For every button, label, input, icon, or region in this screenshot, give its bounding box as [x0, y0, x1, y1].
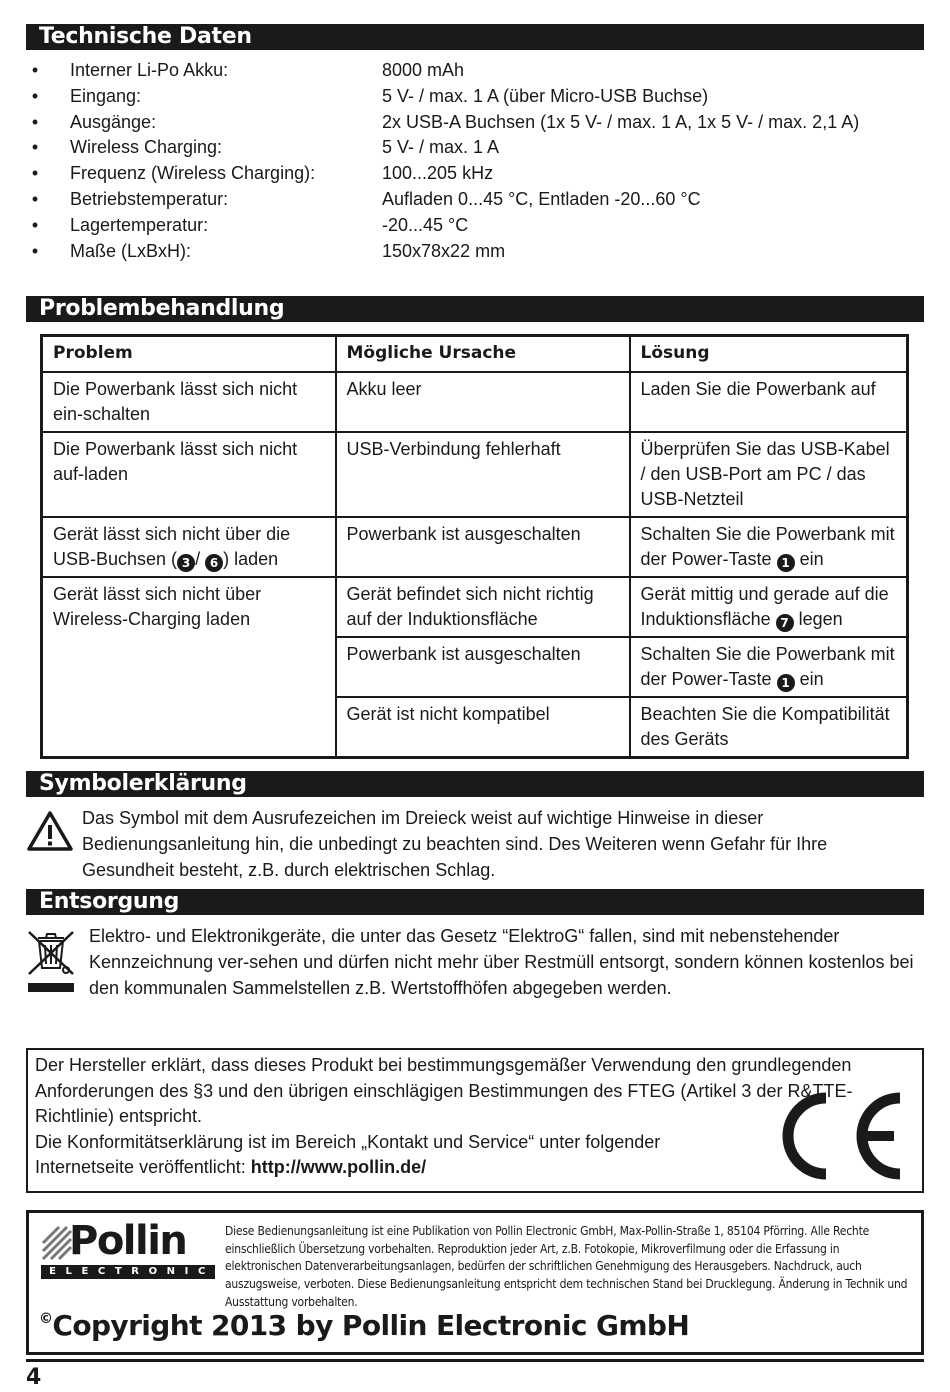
- copyright-symbol: ©: [39, 1311, 53, 1327]
- spec-value: 150x78x22 mm: [382, 240, 506, 261]
- number-badge-6-icon: 6: [205, 554, 223, 572]
- spec-value: 5 V- / max. 1 A: [382, 137, 500, 158]
- copyright-text: Copyright 2013 by Pollin Electronic GmbH: [52, 1309, 690, 1342]
- troubleshooting-table: [40, 334, 909, 759]
- cause-cell: Powerbank ist ausgeschalten: [336, 637, 630, 697]
- spec-value: Aufladen 0...45 °C, Entladen -20...60 °C: [382, 188, 701, 209]
- column-header-problem: Problem: [42, 336, 336, 373]
- number-badge-1-icon: 1: [777, 554, 795, 572]
- problem-cell: Die Powerbank lässt sich nicht auf-laden: [42, 432, 336, 517]
- solution-cell: Überprüfen Sie das USB-Kabel / den USB-Port am PC / das USB-Netzteil: [630, 432, 908, 517]
- problem-text: /: [195, 549, 206, 569]
- problem-cell: Die Powerbank lässt sich nicht ein-schalten: [42, 372, 336, 432]
- cause-cell: Gerät ist nicht kompatibel: [336, 697, 630, 758]
- ce-mark-icon: [766, 1088, 904, 1184]
- column-header-solution: Lösung: [630, 336, 908, 373]
- table-row: [42, 517, 908, 577]
- copyright-notice: [39, 1309, 689, 1342]
- spec-row: [26, 187, 924, 213]
- conformity-declaration-text: Die Konformitätserklärung ist im Bereich „Kontakt und Service“ unter folgender Internetseite veröffentlicht:: [35, 1131, 661, 1177]
- table-row: [42, 372, 908, 432]
- table-row: [42, 577, 908, 637]
- solution-text: legen: [793, 609, 843, 629]
- pollin-website-link[interactable]: http://www.pollin.de/: [250, 1157, 427, 1177]
- section-header-entsorgung: Entsorgung: [26, 889, 924, 915]
- number-badge-3-icon: 3: [177, 554, 195, 572]
- section-header-problembehandlung: Problembehandlung: [26, 296, 924, 322]
- spec-row: [26, 110, 924, 136]
- publisher-footer-box: [26, 1210, 924, 1355]
- bullet-icon: •: [31, 137, 39, 158]
- bullet-icon: •: [31, 85, 39, 106]
- cause-cell: Akku leer: [336, 372, 630, 432]
- table-row: [42, 432, 908, 517]
- pollin-logo: [41, 1218, 215, 1283]
- conformity-box: [26, 1048, 924, 1193]
- conformity-statement: Der Hersteller erklärt, dass dieses Produkt bei bestimmungsgemäßer Verwendung den grundlegenden Anforderungen des §3 und den übrigen einschlägigen Bestimmungen des FTEG (Artikel 3 der R&TTE-Richtlinie) entspricht.: [35, 1055, 853, 1126]
- spec-value: 8000 mAh: [382, 60, 465, 80]
- spec-label: Interner Li-Po Akku:: [70, 60, 229, 80]
- column-header-cause: Mögliche Ursache: [336, 336, 630, 373]
- spec-value: -20...45 °C: [382, 214, 469, 235]
- solution-text: Schalten Sie die Powerbank mit der Power-Taste: [640, 644, 895, 689]
- table-header-row: [42, 336, 908, 373]
- spec-value: 5 V- / max. 1 A (über Micro-USB Buchse): [382, 85, 709, 106]
- bullet-icon: •: [31, 60, 39, 80]
- bullet-icon: •: [31, 214, 39, 235]
- spec-row: [26, 84, 924, 110]
- problem-text: Gerät lässt sich nicht über die USB-Buchsen (: [53, 524, 291, 569]
- solution-text: ein: [794, 669, 824, 689]
- spec-row: [26, 161, 924, 187]
- spec-label: Lagertemperatur:: [70, 214, 209, 235]
- solution-cell: [630, 637, 908, 697]
- pollin-logo-subtitle: ELECTRONIC: [41, 1265, 215, 1279]
- solution-cell: Laden Sie die Powerbank auf: [630, 372, 908, 432]
- disposal-text: Elektro- und Elektronikgeräte, die unter das Gesetz “ElektroG“ fallen, sind mit nebenstehender Kennzeichnung ver-sehen und dürfen nicht mehr über Restmüll entsorgt, sondern können kostenlos bei den kommunalen Sammelstellen z.B. Wertstoffhöfen abgegeben werden.: [89, 926, 914, 998]
- section-header-technische-daten: Technische Daten: [26, 24, 924, 50]
- number-badge-1-icon: 1: [777, 674, 795, 692]
- section-header-symbolerklaerung: Symbolerklärung: [26, 771, 924, 797]
- spec-label: Eingang:: [70, 85, 142, 106]
- spec-row: [26, 135, 924, 161]
- solution-cell: [630, 577, 908, 637]
- spec-label: Betriebstemperatur:: [70, 188, 229, 209]
- solution-text: Schalten Sie die Powerbank mit der Power-Taste: [640, 524, 895, 569]
- spec-row: [26, 213, 924, 239]
- spec-row: [26, 58, 924, 84]
- cause-cell: Powerbank ist ausgeschalten: [336, 517, 630, 577]
- solution-cell: [630, 517, 908, 577]
- spec-value: 100...205 kHz: [382, 163, 494, 184]
- cause-cell: Gerät befindet sich nicht richtig auf der Induktionsfläche: [336, 577, 630, 637]
- cause-cell: USB-Verbindung fehlerhaft: [336, 432, 630, 517]
- page-number: 4: [26, 1365, 42, 1390]
- bottom-rule: [26, 1359, 924, 1362]
- crossed-bin-icon: [26, 928, 76, 998]
- conformity-declaration: [35, 1130, 735, 1181]
- number-badge-7-icon: 7: [776, 614, 794, 632]
- spec-row: [26, 239, 924, 265]
- warning-triangle-icon: [26, 810, 74, 852]
- problem-cell: [42, 517, 336, 577]
- spec-list: [26, 58, 924, 264]
- spec-label: Frequenz (Wireless Charging):: [70, 163, 316, 184]
- publisher-notice: Diese Bedienungsanleitung ist eine Publikation von Pollin Electronic GmbH, Max-Pollin-Straße 1, 85104 Pförring. Alle Rechte einschließlich Übersetzung vorbehalten. Reproduktion jeder Art, z.B. Fotokopie, Mikroverfilmung oder die Erfassung in elektronischen Datenverarbeitungsanlagen, bedürfen der schriftlichen Genehmigung des Herausgebers. Nachdruck, auch auszugsweise, verboten. Diese Bedienungsanleitung entspricht dem technischen Stand bei Drucklegung. Änderung in Technik und Ausstattung vorbehalten.: [225, 1224, 908, 1309]
- solution-text: Gerät mittig und gerade auf die Induktionsfläche: [640, 584, 889, 629]
- solution-text: ein: [794, 549, 824, 569]
- problem-text: ) laden: [223, 549, 279, 569]
- problem-cell: Gerät lässt sich nicht über Wireless-Charging laden: [42, 577, 336, 758]
- solution-cell: Beachten Sie die Kompatibilität des Geräts: [630, 697, 908, 758]
- spec-label: Wireless Charging:: [70, 137, 223, 158]
- spec-label: Maße (LxBxH):: [70, 240, 192, 261]
- bullet-icon: •: [31, 240, 39, 261]
- bullet-icon: •: [31, 188, 39, 209]
- bullet-icon: •: [31, 163, 39, 184]
- spec-label: Ausgänge:: [70, 111, 157, 132]
- pollin-logo-name: Pollin: [69, 1218, 187, 1264]
- spec-value: 2x USB-A Buchsen (1x 5 V- / max. 1 A, 1x 5 V- / max. 2,1 A): [382, 111, 860, 132]
- symbol-explanation-text: Das Symbol mit dem Ausrufezeichen im Dreieck weist auf wichtige Hinweise in dieser Bedienungsanleitung hin, die unbedingt zu beachten sind. Des Weiteren wenn Gefahr für Ihre Gesundheit besteht, z.B. durch elektrischen Schlag.: [82, 808, 828, 880]
- bullet-icon: •: [31, 111, 39, 132]
